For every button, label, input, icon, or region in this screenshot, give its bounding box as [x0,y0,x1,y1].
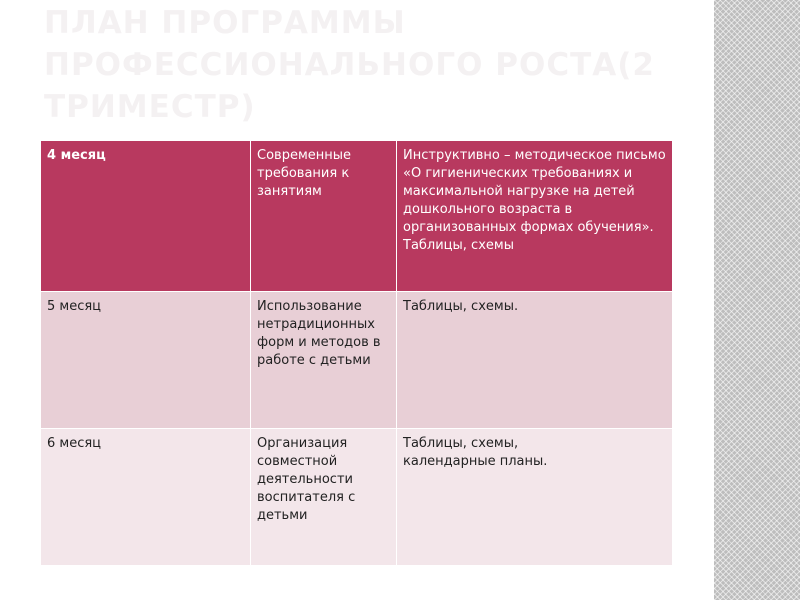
table-row [41,429,673,566]
materials-cell: Таблицы, схемы, календарные планы. [397,429,673,566]
table-row [41,141,673,292]
table-row [41,292,673,429]
topic-cell: Современные требования к занятиям [251,141,397,292]
slide-title: ПЛАН ПРОГРАММЫ ПРОФЕССИОНАЛЬНОГО РОСТА(2 ТРИМЕСТР) [44,5,655,125]
materials-cell: Инструктивно – методическое письмо «О гигиенических требованиях и максимальной нагрузке на детей дошкольного возраста в организованных формах обучения». Таблицы, схемы [397,141,673,292]
topic-cell: Организация совместной деятельности воспитателя с детьми [251,429,397,566]
materials-cell: Таблицы, схемы. [397,292,673,429]
month-cell: 4 месяц [41,141,251,292]
topic-cell: Использование нетрадиционных форм и методов в работе с детьми [251,292,397,429]
decorative-stripe [714,0,800,600]
month-cell: 6 месяц [41,429,251,566]
plan-table [40,140,673,566]
month-cell: 5 месяц [41,292,251,429]
